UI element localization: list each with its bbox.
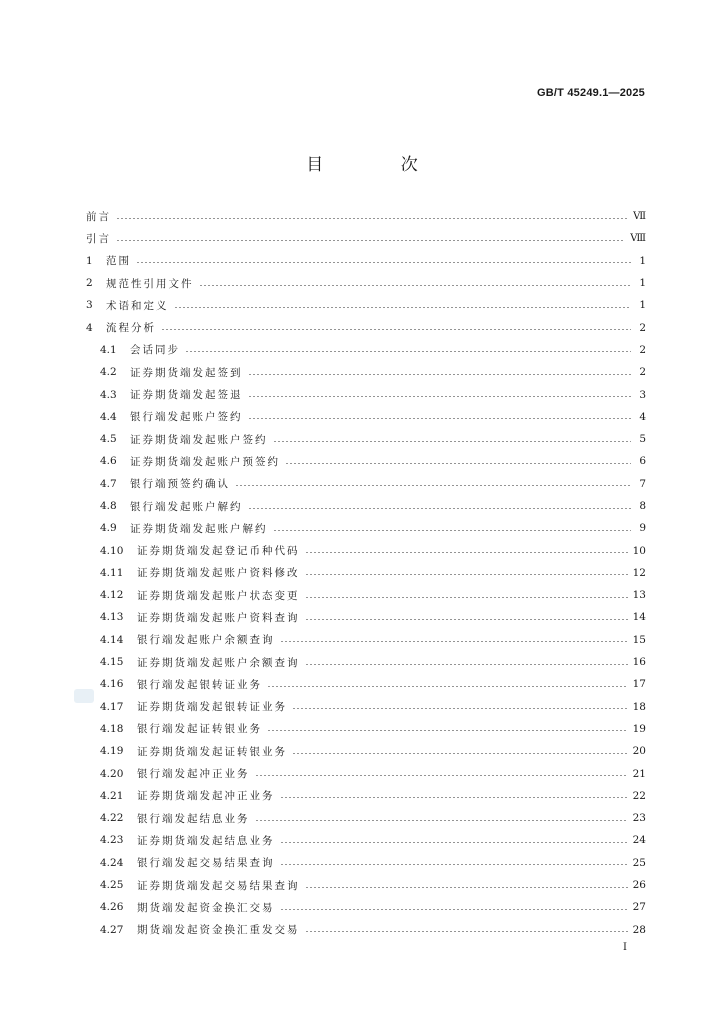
toc-entry-label: 证券期货端发起账户资料查询 <box>137 611 300 624</box>
toc-entry[interactable] <box>86 651 646 673</box>
toc-entry-label: 银行端预签约确认 <box>130 478 230 491</box>
toc-entry-number: 4.11 <box>100 566 124 579</box>
toc-entry-label: 引言 <box>86 232 111 245</box>
toc-leader-dots <box>116 218 628 219</box>
toc-leader-dots <box>280 641 628 642</box>
toc-entry-page: 3 <box>639 388 646 401</box>
toc-entry-number: 4.18 <box>100 722 124 735</box>
toc-leader-dots <box>136 262 631 263</box>
toc-entry-number: 4.3 <box>100 388 117 401</box>
toc-entry-number: 4.23 <box>100 834 124 847</box>
toc-entry-number: 4.25 <box>100 879 124 892</box>
toc-entry-number: 4.13 <box>100 611 124 624</box>
toc-entry-label: 证券期货端发起签到 <box>130 366 243 379</box>
toc-entry-page: Ⅶ <box>633 210 646 222</box>
toc-entry-label: 证券期货端发起账户签约 <box>130 433 268 446</box>
toc-entry[interactable] <box>86 428 646 450</box>
toc-entry-label: 证券期货端发起冲正业务 <box>137 790 275 803</box>
toc-entry-label: 证券期货端发起账户预签约 <box>130 455 280 468</box>
toc-entry-number: 4.10 <box>100 544 124 557</box>
toc-leader-dots <box>305 552 628 553</box>
toc-entry-page: 25 <box>632 856 646 869</box>
toc-entry[interactable] <box>86 406 646 428</box>
toc-entry-page: 5 <box>639 433 646 446</box>
toc-entry-page: 13 <box>632 589 646 602</box>
toc-entry[interactable] <box>86 272 646 294</box>
toc-entry-number: 4.16 <box>100 678 124 691</box>
toc-entry-page: 15 <box>632 633 646 646</box>
toc-entry-page: 9 <box>639 522 646 535</box>
toc-entry-number: 2 <box>86 277 93 290</box>
toc-entry-number: 4.17 <box>100 700 124 713</box>
toc-entry[interactable] <box>86 785 646 807</box>
toc-leader-dots <box>292 708 628 709</box>
toc-entry-label: 范围 <box>106 255 131 268</box>
toc-entry-page: 20 <box>632 745 646 758</box>
toc-entry[interactable] <box>86 874 646 896</box>
toc-leader-dots <box>248 396 632 397</box>
toc-entry-page: 24 <box>632 834 646 847</box>
toc-entry-page: 16 <box>632 656 646 669</box>
toc-entry-label: 前言 <box>86 210 111 223</box>
toc-entry-page: 12 <box>632 566 646 579</box>
toc-entry-label: 证券期货端发起账户余额查询 <box>137 656 300 669</box>
toc-entry-label: 期货端发起资金换汇重发交易 <box>137 924 300 937</box>
toc-entry-number: 4.9 <box>100 522 117 535</box>
toc-entry-number: 4.27 <box>100 923 124 936</box>
toc-entry-label: 证券期货端发起账户状态变更 <box>137 589 300 602</box>
toc-entry[interactable] <box>86 852 646 874</box>
toc-entry-number: 4.21 <box>100 789 124 802</box>
toc-entry[interactable] <box>86 829 646 851</box>
toc-entry-page: 6 <box>639 455 646 468</box>
toc-entry-page: 1 <box>639 299 646 312</box>
toc-entry-page: 10 <box>632 544 646 557</box>
toc-entry-number: 4.1 <box>100 343 117 356</box>
toc-entry[interactable] <box>86 919 646 941</box>
toc-entry-number: 3 <box>86 299 93 312</box>
toc-entry-number: 4.7 <box>100 477 117 490</box>
toc-entry-page: 17 <box>632 678 646 691</box>
toc-entry-label: 证券期货端发起登记币种代码 <box>137 545 300 558</box>
toc-entry-label: 银行端发起证转银业务 <box>137 723 262 736</box>
toc-entry-number: 4.26 <box>100 901 124 914</box>
toc-entry-label: 银行端发起账户签约 <box>130 411 243 424</box>
toc-entry[interactable] <box>86 629 646 651</box>
toc-leader-dots <box>292 753 628 754</box>
standard-code: GB/T 45249.1—2025 <box>537 87 645 99</box>
toc-entry-page: 27 <box>632 901 646 914</box>
toc-entry[interactable] <box>86 450 646 472</box>
toc-entry-label: 会话同步 <box>130 344 180 357</box>
toc-entry[interactable] <box>86 606 646 628</box>
toc-entry[interactable] <box>86 673 646 695</box>
toc-entry-label: 银行端发起账户解约 <box>130 500 243 513</box>
toc-entry-number: 4.22 <box>100 812 124 825</box>
toc-leader-dots <box>199 285 632 286</box>
toc-entry-page: 23 <box>632 812 646 825</box>
toc-entry[interactable] <box>86 896 646 918</box>
toc-entry[interactable] <box>86 383 646 405</box>
toc-leader-dots <box>267 686 628 687</box>
toc-entry[interactable] <box>86 294 646 316</box>
toc-entry[interactable] <box>86 584 646 606</box>
toc-entry-page: 21 <box>632 767 646 780</box>
toc-entry[interactable] <box>86 205 646 227</box>
toc-entry[interactable] <box>86 361 646 383</box>
toc-leader-dots <box>280 797 628 798</box>
toc-entry[interactable] <box>86 718 646 740</box>
toc-entry-page: 1 <box>639 254 646 267</box>
toc-entry-page: 26 <box>632 879 646 892</box>
toc-entry-number: 4.2 <box>100 366 117 379</box>
toc-entry[interactable] <box>86 316 646 338</box>
toc-entry-number: 4.4 <box>100 410 117 423</box>
toc-leader-dots <box>235 485 631 486</box>
toc-leader-dots <box>273 530 632 531</box>
toc-entry-number: 4.12 <box>100 589 124 602</box>
toc-entry[interactable] <box>86 473 646 495</box>
toc-leader-dots <box>248 418 632 419</box>
toc-entry-label: 术语和定义 <box>106 299 169 312</box>
toc-leader-dots <box>305 664 628 665</box>
page-number: I <box>623 942 627 953</box>
toc-entry-label: 规范性引用文件 <box>106 277 194 290</box>
toc-leader-dots <box>280 909 628 910</box>
toc-entry-page: 7 <box>639 477 646 490</box>
toc-entry[interactable] <box>86 762 646 784</box>
toc-leader-dots <box>305 931 628 932</box>
toc-entry-number: 4.8 <box>100 500 117 512</box>
toc-entry[interactable] <box>86 562 646 584</box>
toc-entry[interactable] <box>86 227 646 249</box>
table-of-contents <box>86 205 646 941</box>
toc-entry-label: 银行端发起账户余额查询 <box>137 634 275 647</box>
toc-entry-page: 2 <box>639 343 646 356</box>
toc-entry-label: 证券期货端发起证转银业务 <box>137 745 287 758</box>
toc-leader-dots <box>285 463 631 464</box>
toc-leader-dots <box>305 619 628 620</box>
toc-entry-page: 19 <box>632 722 646 735</box>
toc-entry-number: 4.14 <box>100 633 124 646</box>
toc-entry-label: 证券期货端发起交易结果查询 <box>137 879 300 892</box>
toc-entry-page: 2 <box>639 321 646 334</box>
toc-entry-number: 4.19 <box>100 745 124 758</box>
page-title: 目 次 <box>306 155 454 175</box>
toc-entry-page: 28 <box>632 923 646 936</box>
toc-leader-dots <box>273 441 632 442</box>
toc-entry-page: 2 <box>639 366 646 379</box>
toc-leader-dots <box>185 351 631 352</box>
toc-entry-page: 18 <box>632 700 646 713</box>
toc-leader-dots <box>248 374 632 375</box>
toc-entry[interactable] <box>86 807 646 829</box>
toc-entry[interactable] <box>86 339 646 361</box>
toc-entry-page: 4 <box>639 410 646 423</box>
toc-entry-label: 银行端发起结息业务 <box>137 812 250 825</box>
toc-leader-dots <box>280 842 628 843</box>
toc-entry-page: Ⅷ <box>630 232 646 244</box>
toc-leader-dots <box>305 597 628 598</box>
toc-entry[interactable] <box>86 539 646 561</box>
toc-leader-dots <box>248 508 632 509</box>
toc-entry-label: 银行端发起银转证业务 <box>137 678 262 691</box>
toc-entry-number: 1 <box>86 254 93 267</box>
toc-entry-label: 银行端发起冲正业务 <box>137 768 250 781</box>
toc-leader-dots <box>305 574 628 575</box>
toc-entry-label: 银行端发起交易结果查询 <box>137 857 275 870</box>
toc-entry-page: 22 <box>632 789 646 802</box>
toc-entry-page: 8 <box>639 500 646 512</box>
toc-entry-page: 1 <box>639 277 646 290</box>
toc-entry-number: 4.20 <box>100 767 124 780</box>
toc-entry-label: 证券期货端发起结息业务 <box>137 834 275 847</box>
toc-leader-dots <box>267 730 628 731</box>
toc-entry[interactable] <box>86 517 646 539</box>
toc-leader-dots <box>116 240 625 241</box>
toc-leader-dots <box>280 864 628 865</box>
toc-entry[interactable] <box>86 740 646 762</box>
toc-leader-dots <box>305 887 628 888</box>
toc-leader-dots <box>255 820 628 821</box>
toc-entry-label: 证券期货端发起账户资料修改 <box>137 567 300 580</box>
toc-entry-label: 证券期货端发起账户解约 <box>130 522 268 535</box>
toc-entry-number: 4 <box>86 321 93 334</box>
toc-entry-number: 4.24 <box>100 856 124 869</box>
toc-leader-dots <box>255 775 628 776</box>
toc-entry[interactable] <box>86 696 646 718</box>
toc-entry-number: 4.15 <box>100 656 124 669</box>
toc-entry-label: 证券期货端发起银转证业务 <box>137 701 287 714</box>
toc-entry-label: 证券期货端发起签退 <box>130 389 243 402</box>
toc-entry-number: 4.6 <box>100 455 117 468</box>
toc-entry-page: 14 <box>632 611 646 624</box>
toc-entry-number: 4.5 <box>100 433 117 446</box>
toc-leader-dots <box>161 329 631 330</box>
toc-leader-dots <box>174 307 632 308</box>
toc-entry[interactable] <box>86 495 646 517</box>
toc-entry-label: 流程分析 <box>106 322 156 335</box>
toc-entry-label: 期货端发起资金换汇交易 <box>137 901 275 914</box>
toc-entry[interactable] <box>86 250 646 272</box>
